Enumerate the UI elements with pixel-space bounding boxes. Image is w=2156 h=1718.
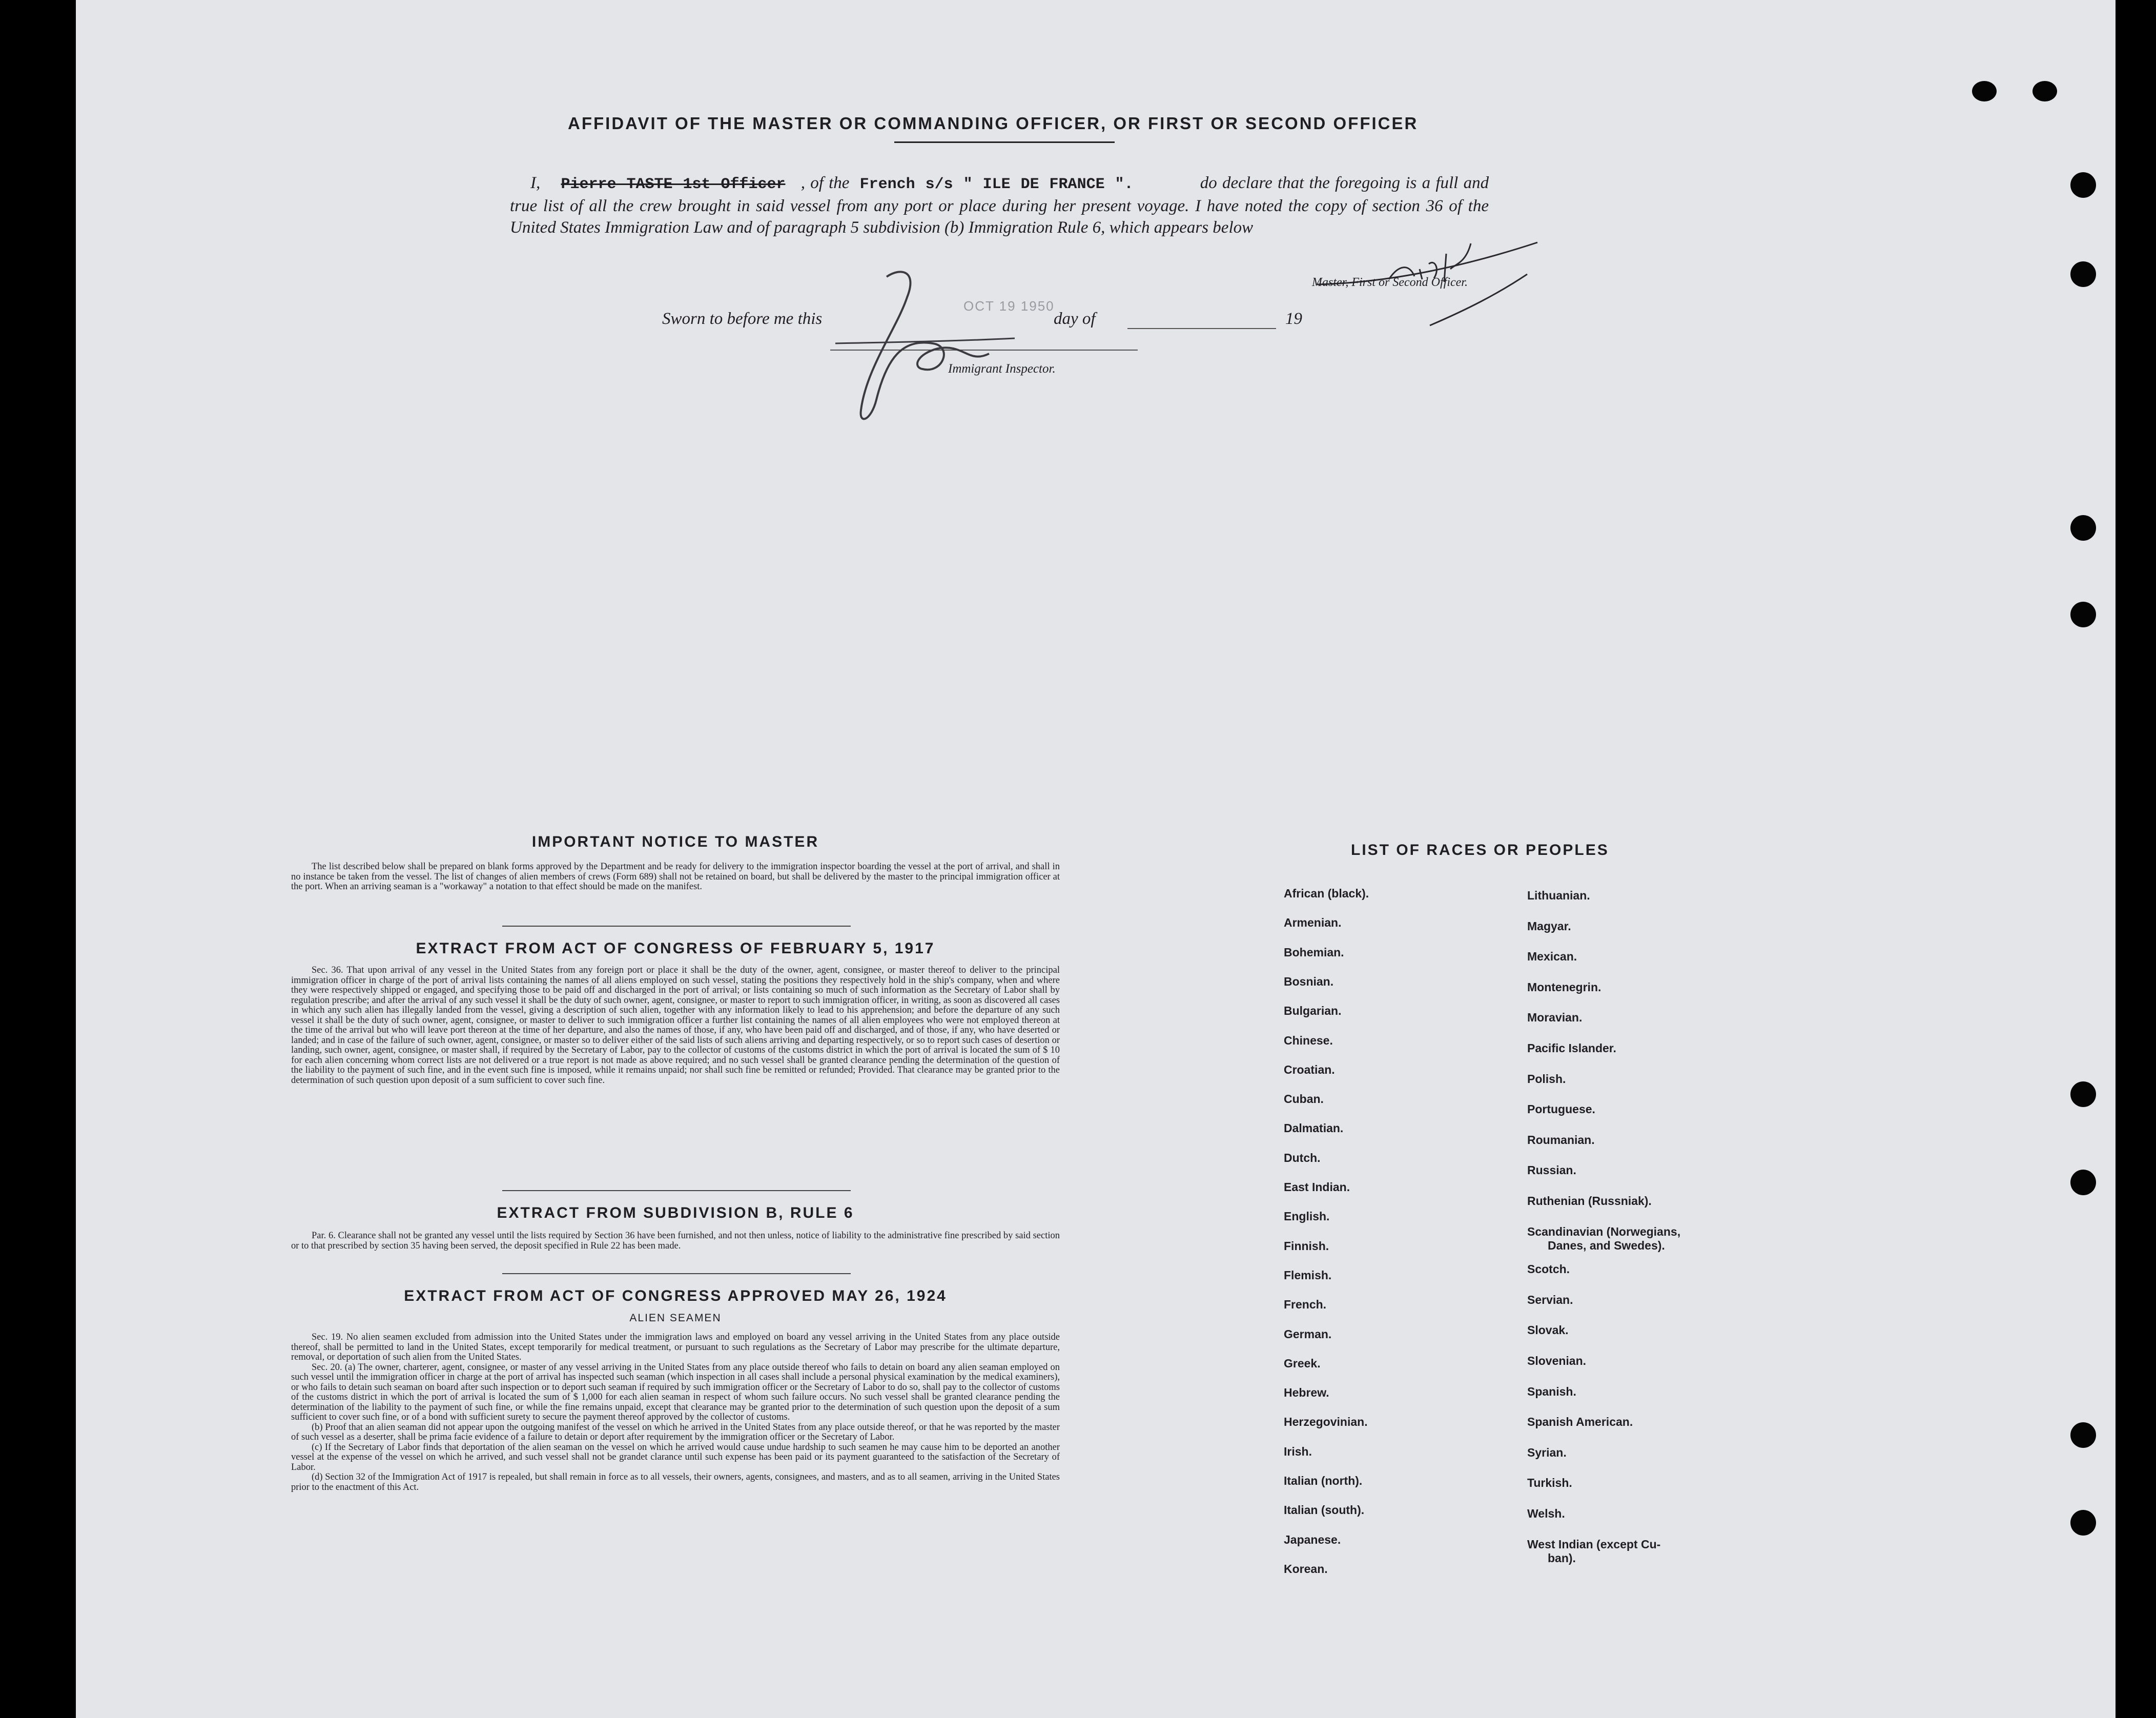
alien-seamen-subtitle: ALIEN SEAMEN [629,1312,722,1324]
race-item: Moravian. [1527,1011,1583,1024]
race-item: Cuban. [1284,1092,1324,1106]
sworn-label: Sworn to before me this [662,310,823,328]
race-item: Turkish. [1527,1476,1572,1489]
race-item: Armenian. [1284,916,1342,929]
races-title: LIST OF RACES OR PEOPLES [1351,842,1609,858]
day-of-label: day of [1054,310,1096,328]
punch-hole [2070,602,2096,627]
extract-1917-text [291,966,1060,1086]
race-item: German. [1284,1327,1332,1341]
extract-1924-paragraph: (c) If the Secretary of Labor finds that deportation of the alien seaman on the vessel on which he arrived would cause undue hardship to such seamen he may cause him to be deported an another vessel at the expense of the vessel on which he arrived, and such vessel shall not be grandet clarance until such expense has been paid or its payment guaranteed to the satisfaction of the Secretary of Labor. [291,1442,1060,1472]
officer-name: Pierre TASTE 1st Officer [561,176,786,193]
extract-1924-title: EXTRACT FROM ACT OF CONGRESS APPROVED MAY 26, 1924 [404,1287,947,1304]
date-stamp: OCT 19 1950 [963,298,1055,314]
vessel-name: French s/s " ILE DE FRANCE ". [859,176,1134,193]
race-item: Greek. [1284,1357,1321,1370]
title-underline [894,141,1115,143]
race-item: Mexican. [1527,950,1577,963]
extract-1924-text [291,1333,1060,1492]
race-item: Irish. [1284,1445,1312,1458]
race-item: Welsh. [1527,1507,1565,1520]
race-item: Servian. [1527,1293,1573,1306]
race-item: Flemish. [1284,1269,1332,1282]
race-item: English. [1284,1210,1330,1223]
affidavit-i: I, [530,174,541,192]
year-prefix: 19 [1285,310,1302,328]
race-item: Slovak. [1527,1323,1569,1337]
race-item: Dutch. [1284,1151,1321,1164]
extract-1924-paragraph: Sec. 19. No alien seamen excluded from admission into the United States under the immigration laws and employed on board any vessel arriving in the United States from any place outside thereof, shall be permitted to land in the United States, except temporarily for medical treatment, or pursuant to such regulations as the Secretary of Labor may prescribe for the ultimate departure, removal, or deportation of such alien from the United States. [291,1332,1060,1362]
race-item: Finnish. [1284,1239,1329,1253]
punch-hole [2070,1510,2096,1536]
race-item: Portuguese. [1527,1102,1595,1116]
affidavit-body: do declare that the foregoing is a full and true list of all the crew brought in said vessel from any port or place during her present voyage. I have noted the copy of section 36 of the United States Immigration Law and of paragraph 5 subdivision (b) Immigration Rule 6, which appears below [510,174,1489,237]
race-item: Bosnian. [1284,975,1334,988]
race-item: Italian (south). [1284,1503,1365,1517]
race-item: Syrian. [1527,1446,1567,1459]
month-line [1127,328,1276,329]
race-item: Montenegrin. [1527,980,1601,994]
race-item: Bohemian. [1284,946,1344,959]
race-item: West Indian (except Cu- ban). [1527,1538,1661,1565]
notice-paragraph: The list described below shall be prepared on blank forms approved by the Department and be ready for delivery to the immigration inspector boarding the vessel at the port of arrival, and shall in no instance be taken from the vessel. The list of changes of alien members of crews (Form 689) shall not be retained on board, but shall be delivered by the master to the principal immigration officer at the port. When an arriving seaman is a "workaway" a notation to that effect should be made on the manifest. [291,862,1060,892]
notice-text [291,862,1060,892]
notice-title: IMPORTANT NOTICE TO MASTER [531,833,819,850]
race-item: Dalmatian. [1284,1121,1344,1135]
section-divider [502,1190,851,1191]
race-item: Japanese. [1284,1533,1341,1546]
punch-hole [2070,1081,2096,1107]
punch-hole [2070,261,2096,287]
inspector-signature [820,267,1035,431]
affidavit-of-the: , of the [800,174,850,192]
extract-1917-paragraph: Sec. 36. That upon arrival of any vessel in the United States from any foreign port or place it shall be the duty of the owner, agent, consignee, or master thereof to deliver to the principal immigration officer in charge of the port of arrival lists containing the names of all aliens employed on such vessel, stating the positions they respectively hold in the ship's company, when and where they were respectively shipped or engaged, and specifying those to be paid off and discharged in the port of arrival; or lists containing so much of such information as the Secretary of Labor shall by regulation prescribe; and after the arrival of any such vessel it shall be the duty of such owner, agent, consignee, or master to report to such immigration officer, in writing, as soon as discovered all cases in which any such alien has illegally landed from the vessel, giving a description of such alien, together with any information likely to lead to his apprehension; and before the departure of any such vessel it shall be the duty of such owner, agent, consignee, or master to deliver to such immigration officer a further list containing the names of all alien employees who were not employed thereon at the time of the arrival but who will leave port thereon at the time of her departure, and also the names of those, if any, who have been paid off and discharged, and of those, if any, who have deserted or landed; and in case of the failure of such owner, agent, consignee, or master so to deliver either of the said lists of such aliens arriving and departing respectively, or so to report such cases of desertion or landing, such owner, agent, consignee, or master shall, if required by the Secretary of Labor, pay to the collector of customs of the customs district in which the port of arrival is located the sum of $ 10 for each alien concerning whom correct lists are not delivered or a true report is not made as above required; and no such vessel shall be granted clearance pending the determination of the question of the liability to the payment of such fine, and in the event such fine is imposed, while it remains unpaid; nor shall such fine be remitted or refunded; Provided. That clearance may be granted prior to the determination of such question upon deposit of a sum sufficient to cover such fine. [291,965,1060,1086]
race-item: Spanish American. [1527,1415,1633,1428]
affidavit-title: AFFIDAVIT OF THE MASTER OR COMMANDING OFFICER, OR FIRST OR SECOND OFFICER [568,114,1419,133]
punch-hole [2032,81,2057,101]
race-item: African (black). [1284,887,1369,900]
race-item: Herzegovinian. [1284,1415,1368,1428]
race-item: Chinese. [1284,1034,1333,1047]
extract-1917-title: EXTRACT FROM ACT OF CONGRESS OF FEBRUARY 5, 1917 [416,940,935,957]
rule6-text [291,1231,1060,1251]
race-item: Bulgarian. [1284,1004,1342,1017]
extract-1924-paragraph: (b) Proof that an alien seaman did not appear upon the outgoing manifest of the vessel on which he arrived in the United States from any place outside thereof, or that he was reported by the master of such vessel as a deserter, shall be prima facie evidence of a failure to detain or deport after requirement by the immigration officer or the Secretary of Labor. [291,1422,1060,1442]
punch-hole [2070,1170,2096,1195]
race-item: Ruthenian (Russniak). [1527,1194,1652,1208]
race-item: French. [1284,1298,1327,1311]
extract-1924-paragraph: (d) Section 32 of the Immigration Act of 1917 is repealed, but shall remain in force as to all vessels, their owners, agents, consignees, and masters, and as to all seamen, arriving in the United States prior to the enactment of this Act. [291,1472,1060,1492]
signature-label: Master, First or Second Officer. [1312,276,1468,289]
race-item: Polish. [1527,1072,1566,1086]
race-item: Scotch. [1527,1262,1570,1276]
inspector-label: Immigrant Inspector. [948,362,1056,376]
race-item: Scandinavian (Norwegians, Danes, and Swedes). [1527,1225,1681,1252]
section-divider [502,926,851,927]
race-item: Lithuanian. [1527,889,1590,902]
race-item: Hebrew. [1284,1386,1329,1399]
race-item: Russian. [1527,1163,1576,1177]
race-item: Italian (north). [1284,1474,1363,1487]
rule6-title: EXTRACT FROM SUBDIVISION B, RULE 6 [497,1204,854,1221]
race-item: East Indian. [1284,1180,1350,1194]
race-item: Roumanian. [1527,1133,1595,1147]
punch-hole [2070,515,2096,541]
punch-hole [2070,1422,2096,1448]
punch-hole [2070,172,2096,198]
punch-hole [1972,81,1997,101]
race-item: Korean. [1284,1562,1328,1576]
affidavit-declaration [510,172,1489,238]
race-item: Croatian. [1284,1063,1335,1076]
race-item: Pacific Islander. [1527,1041,1616,1055]
rule6-paragraph: Par. 6. Clearance shall not be granted any vessel until the lists required by Section 36 have been furnished, and not then unless, notice of liability to the administrative fine prescribed by said section or to that prescribed by section 35 having been served, the deposit specified in Rule 22 has been made. [291,1231,1060,1251]
race-item: Magyar. [1527,919,1571,933]
extract-1924-paragraph: Sec. 20. (a) The owner, charterer, agent, consignee, or master of any vessel arriving in the United States from any place outside thereof who fails to detain on board any alien seaman employed on such vessel until the immigration officer in charge at the port of arrival has inspected such seaman (which inspection in all cases shall include a personal physical examination by the medical examiners), or who fails to detain such seaman on board after such inspection or to deport such seaman if required by such immigration officer or the Secretary of Labor to do so, shall pay to the collector of customs of the customs district in which the port of arrival is located the sum of $ 1,000 for each alien seaman in respect of whom such failure occurs. No such vessel shall be granted clearance pending the determination of the liability to the payment of such fine, or while the fine remains unpaid, except that clearance may be granted prior to the determination of such question upon the deposit of a sum sufficient to cover such fine, or of a bond with sufficient surety to secure the payment thereof approved by the collector of customs. [291,1362,1060,1422]
race-item: Spanish. [1527,1385,1576,1398]
section-divider [502,1273,851,1274]
race-item: Slovenian. [1527,1354,1587,1367]
